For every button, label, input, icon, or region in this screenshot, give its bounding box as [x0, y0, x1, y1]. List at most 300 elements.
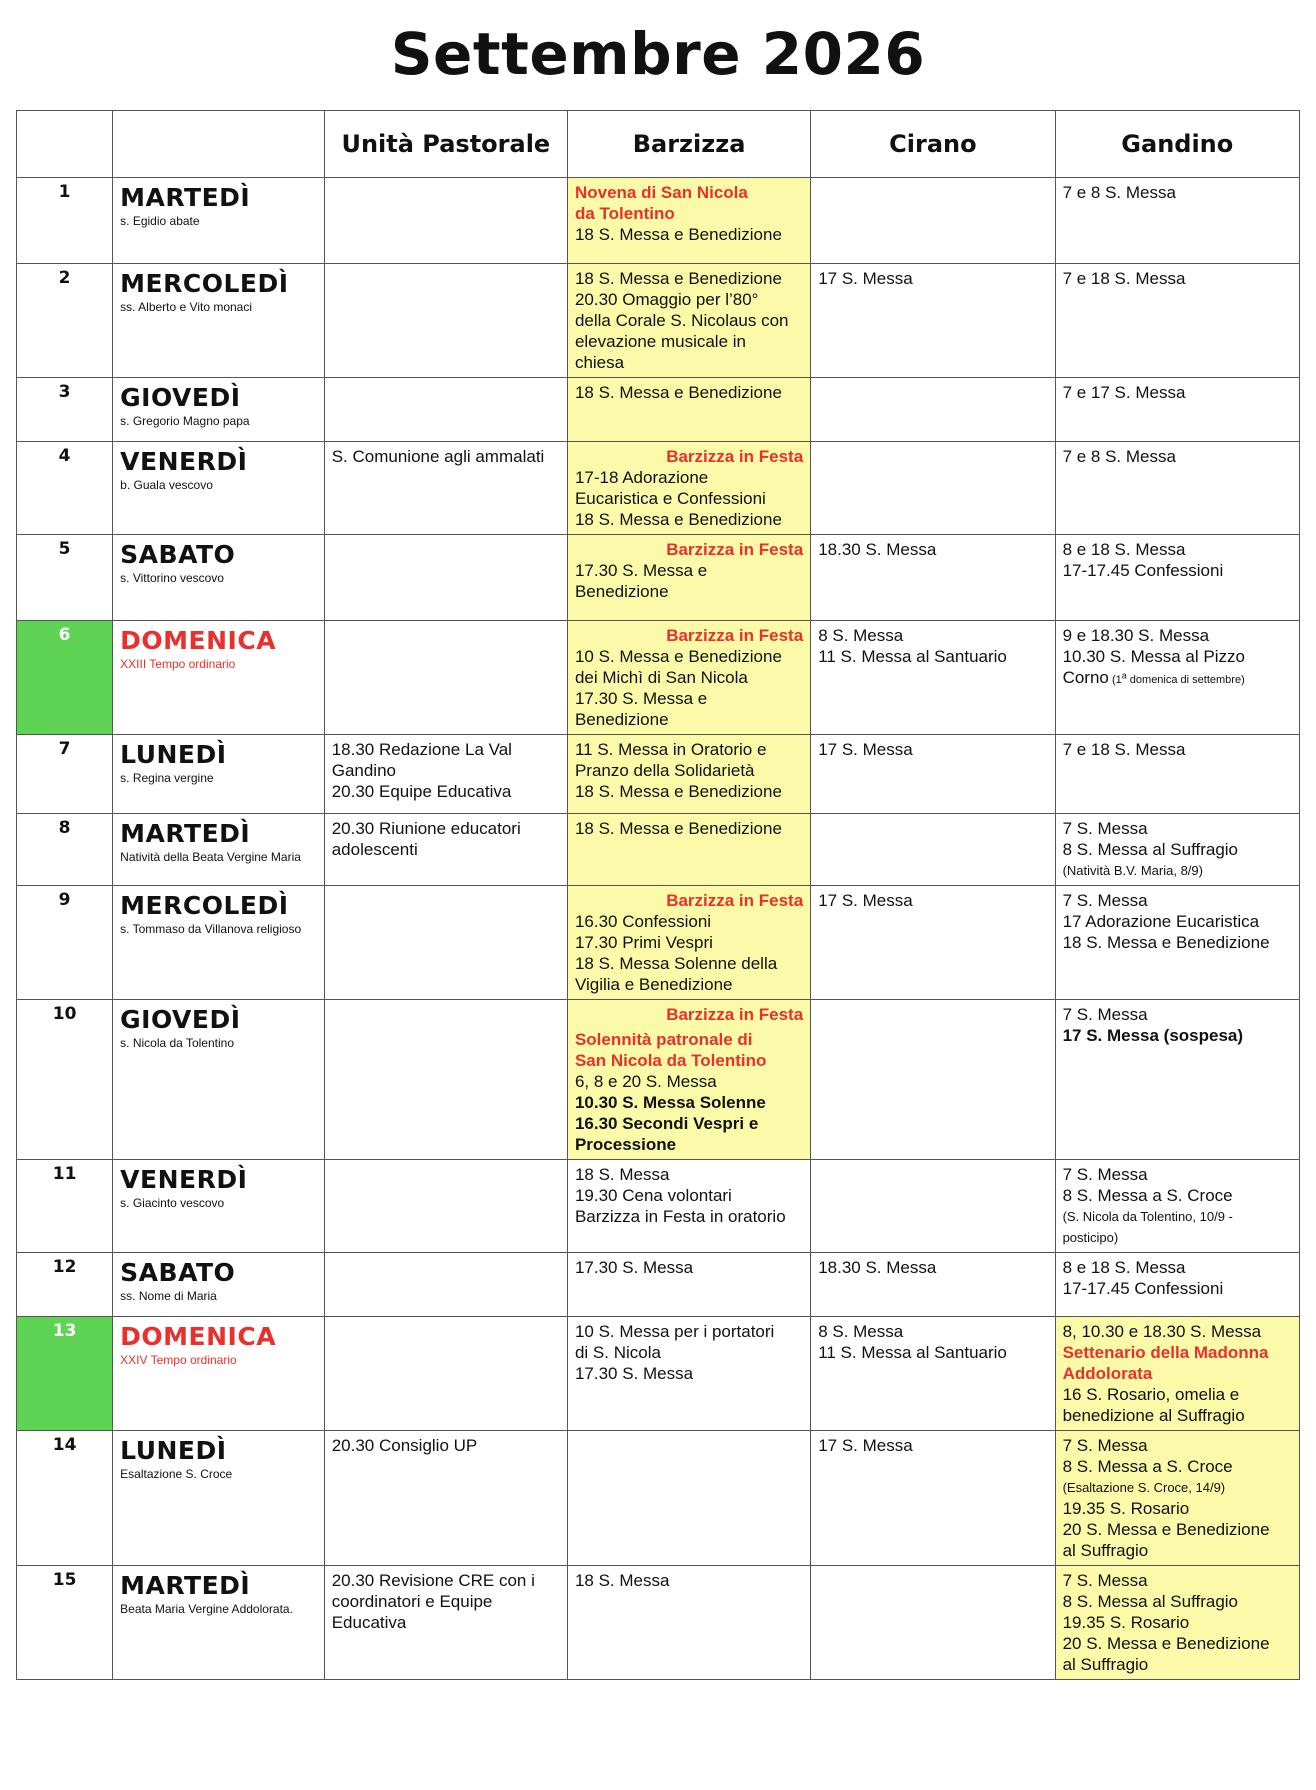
day-number: 11 — [17, 1160, 113, 1253]
weekday-name: GIOVEDÌ — [120, 383, 241, 412]
weekday-name: MARTEDÌ — [120, 819, 251, 848]
entry-text: Barzizza in Festa — [666, 891, 804, 910]
entry-text: 7 S. Messa — [1062, 1165, 1148, 1184]
header-row — [17, 111, 1300, 178]
entry-line — [1063, 268, 1292, 289]
unita-pastorale-cell — [324, 1160, 567, 1253]
entry-text: 8 S. Messa a S. Croce — [1062, 1457, 1233, 1476]
day-row — [17, 1431, 1300, 1566]
entry-text: 17 S. Messa — [818, 891, 913, 910]
entry-line — [332, 1612, 560, 1633]
weekday-name: VENERDÌ — [120, 447, 248, 476]
entry-line — [575, 1206, 803, 1227]
day-number: 5 — [17, 535, 113, 621]
entry-text: Novena di San Nicola — [574, 183, 748, 202]
day-number: 13 — [17, 1317, 113, 1431]
entry-line — [332, 760, 560, 781]
entry-line — [1063, 1540, 1292, 1561]
entry-text: Addolorata — [1062, 1364, 1153, 1383]
day-row — [17, 535, 1300, 621]
entry-line — [1063, 890, 1292, 911]
day-cell — [113, 814, 325, 886]
entry-text: 8, 10.30 e 18.30 S. Messa — [1062, 1322, 1262, 1341]
unita-pastorale-cell — [324, 378, 567, 442]
entry-text: S. Comunione agli ammalati — [331, 447, 545, 466]
entry-text: 20 S. Messa e Benedizione — [1062, 1634, 1270, 1653]
day-row — [17, 1160, 1300, 1253]
entry-text: 20.30 Consiglio UP — [331, 1436, 478, 1455]
entry-line — [1063, 182, 1292, 203]
entry-line — [1063, 539, 1292, 560]
entry-line — [1063, 1654, 1292, 1675]
gandino-cell — [1055, 621, 1299, 735]
entry-line — [332, 839, 560, 860]
weekday-name: VENERDÌ — [120, 1165, 248, 1194]
unita-pastorale-cell — [324, 886, 567, 1000]
entry-line — [575, 709, 803, 730]
unita-pastorale-cell — [324, 621, 567, 735]
entry-note — [1109, 670, 1245, 686]
day-number: 2 — [17, 264, 113, 378]
entry-line — [818, 1321, 1047, 1342]
entry-line — [1063, 1278, 1292, 1299]
entry-text: 10 S. Messa per i portatori — [574, 1322, 775, 1341]
cirano-cell — [811, 1000, 1055, 1160]
weekday-name: SABATO — [120, 540, 236, 569]
entry-line — [1063, 1405, 1292, 1426]
entry-text: 17-17.45 Confessioni — [1062, 1279, 1224, 1298]
entry-line — [1063, 382, 1292, 403]
entry-text: 17 S. Messa (sospesa) — [1062, 1026, 1244, 1045]
entry-text: 8 S. Messa — [818, 1322, 904, 1341]
entry-text: 7 S. Messa — [1062, 891, 1148, 910]
entry-text: Barzizza in Festa in oratorio — [574, 1207, 786, 1226]
entry-text: 7 S. Messa — [1062, 1571, 1148, 1590]
weekday-name: LUNEDÌ — [120, 740, 227, 769]
barzizza-cell — [567, 886, 810, 1000]
barzizza-cell — [567, 1253, 810, 1317]
entry-line — [1063, 1257, 1292, 1278]
barzizza-cell — [567, 1160, 810, 1253]
barzizza-cell — [567, 1317, 810, 1431]
day-row — [17, 735, 1300, 814]
entry-text: 7 S. Messa — [1062, 819, 1148, 838]
day-cell — [113, 886, 325, 1000]
entry-text: 9 e 18.30 S. Messa — [1062, 626, 1210, 645]
day-cell — [113, 378, 325, 442]
entry-line — [575, 911, 803, 932]
saint-of-day: s. Giacinto vescovo — [120, 1196, 225, 1210]
page-title: Settembre 2026 — [390, 20, 926, 88]
gandino-cell — [1055, 1000, 1299, 1160]
entry-text: 17 Adorazione Eucaristica — [1062, 912, 1260, 931]
cirano-cell — [811, 886, 1055, 1000]
header-day-number — [17, 111, 113, 178]
entry-line — [1063, 646, 1292, 667]
entry-line — [1063, 1435, 1292, 1456]
entry-text: 18.30 S. Messa — [818, 1258, 937, 1277]
entry-text: al Suffragio — [1062, 1655, 1149, 1674]
entry-text: Gandino — [331, 761, 396, 780]
entry-line — [575, 1113, 803, 1134]
entry-text: 18.30 Redazione La Val — [331, 740, 512, 759]
day-number: 15 — [17, 1566, 113, 1680]
entry-text: 17 S. Messa — [818, 269, 913, 288]
entry-line — [1063, 932, 1292, 953]
entry-line — [575, 688, 803, 709]
entry-line — [1063, 1185, 1292, 1206]
entry-text: 18 S. Messa Solenne della — [574, 954, 778, 973]
entry-text: 10.30 S. Messa Solenne — [574, 1093, 766, 1112]
barzizza-cell — [567, 378, 810, 442]
weekday-name: LUNEDÌ — [120, 1436, 227, 1465]
cirano-cell — [811, 1566, 1055, 1680]
entry-line — [575, 1570, 803, 1591]
weekday-name: MERCOLEDÌ — [120, 269, 289, 298]
day-row — [17, 442, 1300, 535]
saint-of-day: ss. Nome di Maria — [120, 1289, 217, 1303]
entry-text: 7 e 18 S. Messa — [1062, 740, 1186, 759]
entry-line — [575, 760, 803, 781]
entry-line — [575, 932, 803, 953]
entry-text: benedizione al Suffragio — [1062, 1406, 1245, 1425]
day-row — [17, 814, 1300, 886]
entry-line — [575, 1342, 803, 1363]
entry-line — [575, 310, 803, 331]
day-row — [17, 621, 1300, 735]
barzizza-cell — [567, 1431, 810, 1566]
cirano-cell — [811, 1253, 1055, 1317]
cirano-cell — [811, 178, 1055, 264]
entry-line — [1063, 818, 1292, 839]
weekday-name: DOMENICA — [120, 1322, 277, 1351]
entry-text: 17-17.45 Confessioni — [1062, 561, 1224, 580]
saint-of-day: ss. Alberto e Vito monaci — [120, 300, 253, 314]
entry-text: posticipo) — [1062, 1230, 1119, 1245]
day-number: 8 — [17, 814, 113, 886]
cirano-cell — [811, 621, 1055, 735]
day-row — [17, 1317, 1300, 1431]
gandino-cell — [1055, 1431, 1299, 1566]
saint-of-day: XXIV Tempo ordinario — [120, 1353, 237, 1367]
day-number: 6 — [17, 621, 113, 735]
calendar-body — [17, 178, 1300, 1680]
entry-line — [1063, 860, 1292, 881]
cirano-cell — [811, 1431, 1055, 1566]
note-text: domenica di settembre) — [1126, 674, 1245, 686]
entry-line — [575, 509, 803, 530]
entry-line — [575, 488, 803, 509]
weekday-name: MARTEDÌ — [120, 1571, 251, 1600]
entry-line — [1063, 1321, 1292, 1342]
unita-pastorale-cell — [324, 735, 567, 814]
barzizza-cell — [567, 178, 810, 264]
entry-line — [575, 382, 803, 403]
entry-text: 11 S. Messa al Santuario — [818, 647, 1007, 666]
entry-text: 18 S. Messa — [574, 1165, 670, 1184]
entry-text: Corno — [1062, 668, 1109, 687]
entry-line — [1063, 1004, 1292, 1025]
entry-line — [818, 1435, 1047, 1456]
entry-line — [818, 625, 1047, 646]
entry-text: Barzizza in Festa — [666, 540, 804, 559]
entry-line — [818, 268, 1047, 289]
entry-line — [575, 1004, 803, 1025]
entry-text: Processione — [574, 1135, 677, 1154]
entry-text: chiesa — [574, 353, 625, 372]
entry-line — [575, 539, 803, 560]
cirano-cell — [811, 1160, 1055, 1253]
entry-text: 16.30 Confessioni — [574, 912, 712, 931]
entry-line — [1063, 667, 1292, 691]
entry-text: 19.30 Cena volontari — [574, 1186, 732, 1205]
saint-of-day: s. Nicola da Tolentino — [120, 1036, 235, 1050]
day-row — [17, 264, 1300, 378]
entry-text: 16 S. Rosario, omelia e — [1062, 1385, 1240, 1404]
entry-text: 18 S. Messa — [574, 1571, 670, 1590]
entry-line — [575, 1164, 803, 1185]
entry-line — [575, 1257, 803, 1278]
entry-line — [1063, 739, 1292, 760]
entry-text: 8 S. Messa — [818, 626, 904, 645]
entry-line — [1063, 1164, 1292, 1185]
entry-text: 20.30 Revisione CRE con i — [331, 1571, 535, 1590]
entry-line — [575, 1050, 803, 1071]
entry-text: 17.30 S. Messa — [574, 1258, 694, 1277]
unita-pastorale-cell — [324, 1431, 567, 1566]
entry-text: Barzizza in Festa — [666, 626, 804, 645]
header-day-name — [113, 111, 325, 178]
entry-text: San Nicola da Tolentino — [574, 1051, 767, 1070]
cirano-cell — [811, 442, 1055, 535]
entry-text: 18 S. Messa e Benedizione — [574, 225, 782, 244]
entry-line — [1063, 1519, 1292, 1540]
saint-of-day: Natività della Beata Vergine Maria — [120, 850, 301, 864]
day-cell — [113, 621, 325, 735]
entry-text: Benedizione — [574, 710, 669, 729]
day-row — [17, 378, 1300, 442]
entry-text: Educativa — [331, 1613, 407, 1632]
unita-pastorale-cell — [324, 1253, 567, 1317]
entry-text: dei Michì di San Nicola — [574, 668, 748, 687]
entry-text: al Suffragio — [1062, 1541, 1149, 1560]
gandino-cell — [1055, 1253, 1299, 1317]
saint-of-day: s. Gregorio Magno papa — [120, 414, 250, 428]
barzizza-cell — [567, 1566, 810, 1680]
entry-line — [1063, 1025, 1292, 1046]
header-unita-pastorale: Unità Pastorale — [324, 111, 567, 178]
entry-text: Barzizza in Festa — [666, 447, 804, 466]
entry-line — [575, 646, 803, 667]
cirano-cell — [811, 264, 1055, 378]
entry-text: adolescenti — [331, 840, 418, 859]
unita-pastorale-cell — [324, 535, 567, 621]
entry-line — [332, 739, 560, 760]
entry-line — [575, 331, 803, 352]
header-cirano: Cirano — [811, 111, 1055, 178]
entry-text: 11 S. Messa in Oratorio e — [574, 740, 767, 759]
day-number: 3 — [17, 378, 113, 442]
entry-text: Solennità patronale di — [574, 1030, 753, 1049]
entry-line — [575, 224, 803, 245]
entry-text: Benedizione — [574, 582, 669, 601]
entry-text: da Tolentino — [574, 204, 675, 223]
entry-text: 17 S. Messa — [818, 1436, 913, 1455]
weekday-name: SABATO — [120, 1258, 236, 1287]
entry-line — [1063, 1633, 1292, 1654]
unita-pastorale-cell — [324, 264, 567, 378]
entry-text: 17.30 S. Messa — [574, 1364, 694, 1383]
entry-line — [575, 1321, 803, 1342]
entry-line — [332, 1591, 560, 1612]
day-number: 7 — [17, 735, 113, 814]
entry-text: 17-18 Adorazione — [574, 468, 709, 487]
entry-text: 10 S. Messa e Benedizione — [574, 647, 782, 666]
saint-of-day: s. Egidio abate — [120, 214, 200, 228]
entry-line — [818, 646, 1047, 667]
barzizza-cell — [567, 621, 810, 735]
entry-line — [1063, 1363, 1292, 1384]
entry-text: 8 S. Messa al Suffragio — [1062, 840, 1239, 859]
header-barzizza: Barzizza — [567, 111, 810, 178]
day-number: 10 — [17, 1000, 113, 1160]
entry-text: elevazione musicale in — [574, 332, 746, 351]
saint-of-day: s. Vittorino vescovo — [120, 571, 224, 585]
gandino-cell — [1055, 264, 1299, 378]
entry-text: Settenario della Madonna — [1062, 1343, 1269, 1362]
entry-text: 8 S. Messa al Suffragio — [1062, 1592, 1239, 1611]
barzizza-cell — [567, 535, 810, 621]
entry-text: (Esaltazione S. Croce, 14/9) — [1062, 1480, 1226, 1495]
entry-line — [575, 446, 803, 467]
entry-line — [332, 1570, 560, 1591]
entry-line — [332, 446, 560, 467]
entry-line — [575, 203, 803, 224]
entry-line — [1063, 1570, 1292, 1591]
day-number: 12 — [17, 1253, 113, 1317]
entry-line — [1063, 1206, 1292, 1227]
gandino-cell — [1055, 814, 1299, 886]
day-row — [17, 1253, 1300, 1317]
entry-line — [1063, 839, 1292, 860]
entry-line — [1063, 1384, 1292, 1405]
cirano-cell — [811, 535, 1055, 621]
cirano-cell — [811, 814, 1055, 886]
entry-text: 19.35 S. Rosario — [1062, 1499, 1190, 1518]
entry-line — [818, 890, 1047, 911]
weekday-name: DOMENICA — [120, 626, 277, 655]
entry-line — [575, 1029, 803, 1050]
entry-text: 19.35 S. Rosario — [1062, 1613, 1190, 1632]
barzizza-cell — [567, 264, 810, 378]
entry-line — [818, 539, 1047, 560]
weekday-name: MARTEDÌ — [120, 183, 251, 212]
gandino-cell — [1055, 1566, 1299, 1680]
entry-line — [818, 1257, 1047, 1278]
day-row — [17, 1000, 1300, 1160]
day-number: 1 — [17, 178, 113, 264]
day-cell — [113, 1160, 325, 1253]
unita-pastorale-cell — [324, 814, 567, 886]
entry-text: 17 S. Messa — [818, 740, 913, 759]
entry-text: 18 S. Messa e Benedizione — [1062, 933, 1270, 952]
entry-line — [1063, 1477, 1292, 1498]
barzizza-cell — [567, 735, 810, 814]
entry-text: Eucaristica e Confessioni — [574, 489, 766, 508]
entry-line — [575, 1071, 803, 1092]
unita-pastorale-cell — [324, 1000, 567, 1160]
entry-line — [1063, 1612, 1292, 1633]
entry-line — [1063, 1342, 1292, 1363]
saint-of-day: s. Tommaso da Villanova religioso — [120, 922, 302, 936]
day-row — [17, 1566, 1300, 1680]
entry-text: 18.30 S. Messa — [818, 540, 937, 559]
saint-of-day: s. Regina vergine — [120, 771, 214, 785]
gandino-cell — [1055, 442, 1299, 535]
entry-text: 6, 8 e 20 S. Messa — [574, 1072, 717, 1091]
entry-text: (S. Nicola da Tolentino, 10/9 - — [1062, 1209, 1233, 1224]
entry-line — [575, 890, 803, 911]
entry-text: 18 S. Messa e Benedizione — [574, 383, 782, 402]
entry-text: 18 S. Messa e Benedizione — [574, 510, 782, 529]
entry-text: 20.30 Equipe Educativa — [331, 782, 512, 801]
entry-text: 7 e 8 S. Messa — [1062, 447, 1176, 466]
entry-line — [1063, 560, 1292, 581]
saint-of-day: XXIII Tempo ordinario — [120, 657, 236, 671]
unita-pastorale-cell — [324, 178, 567, 264]
entry-line — [818, 739, 1047, 760]
entry-text: 8 e 18 S. Messa — [1062, 1258, 1186, 1277]
entry-text: 11 S. Messa al Santuario — [818, 1343, 1007, 1362]
gandino-cell — [1055, 1317, 1299, 1431]
day-cell — [113, 1431, 325, 1566]
saint-of-day: b. Guala vescovo — [120, 478, 213, 492]
entry-line — [575, 560, 803, 581]
barzizza-cell — [567, 814, 810, 886]
day-cell — [113, 535, 325, 621]
entry-text: coordinatori e Equipe — [331, 1592, 493, 1611]
entry-text: di S. Nicola — [574, 1343, 661, 1362]
entry-line — [1063, 1591, 1292, 1612]
day-number: 14 — [17, 1431, 113, 1566]
cirano-cell — [811, 735, 1055, 814]
entry-text: 10.30 S. Messa al Pizzo — [1062, 647, 1245, 666]
entry-text: 7 S. Messa — [1062, 1436, 1148, 1455]
entry-text: 18 S. Messa e Benedizione — [574, 269, 782, 288]
entry-text: 8 e 18 S. Messa — [1062, 540, 1186, 559]
day-cell — [113, 1317, 325, 1431]
entry-text: 16.30 Secondi Vespri e — [574, 1114, 759, 1133]
entry-text: 18 S. Messa e Benedizione — [574, 819, 782, 838]
entry-text: 7 e 18 S. Messa — [1062, 269, 1186, 288]
entry-line — [575, 953, 803, 974]
entry-line — [575, 625, 803, 646]
day-cell — [113, 1253, 325, 1317]
entry-line — [1063, 1456, 1292, 1477]
entry-line — [575, 974, 803, 995]
note-superscript: a — [1121, 670, 1127, 681]
entry-line — [1063, 1227, 1292, 1248]
entry-line — [575, 1185, 803, 1206]
entry-text: 7 e 17 S. Messa — [1062, 383, 1186, 402]
entry-line — [575, 1092, 803, 1113]
day-row — [17, 178, 1300, 264]
entry-line — [1063, 625, 1292, 646]
day-number: 9 — [17, 886, 113, 1000]
entry-line — [332, 818, 560, 839]
cirano-cell — [811, 378, 1055, 442]
entry-line — [575, 581, 803, 602]
